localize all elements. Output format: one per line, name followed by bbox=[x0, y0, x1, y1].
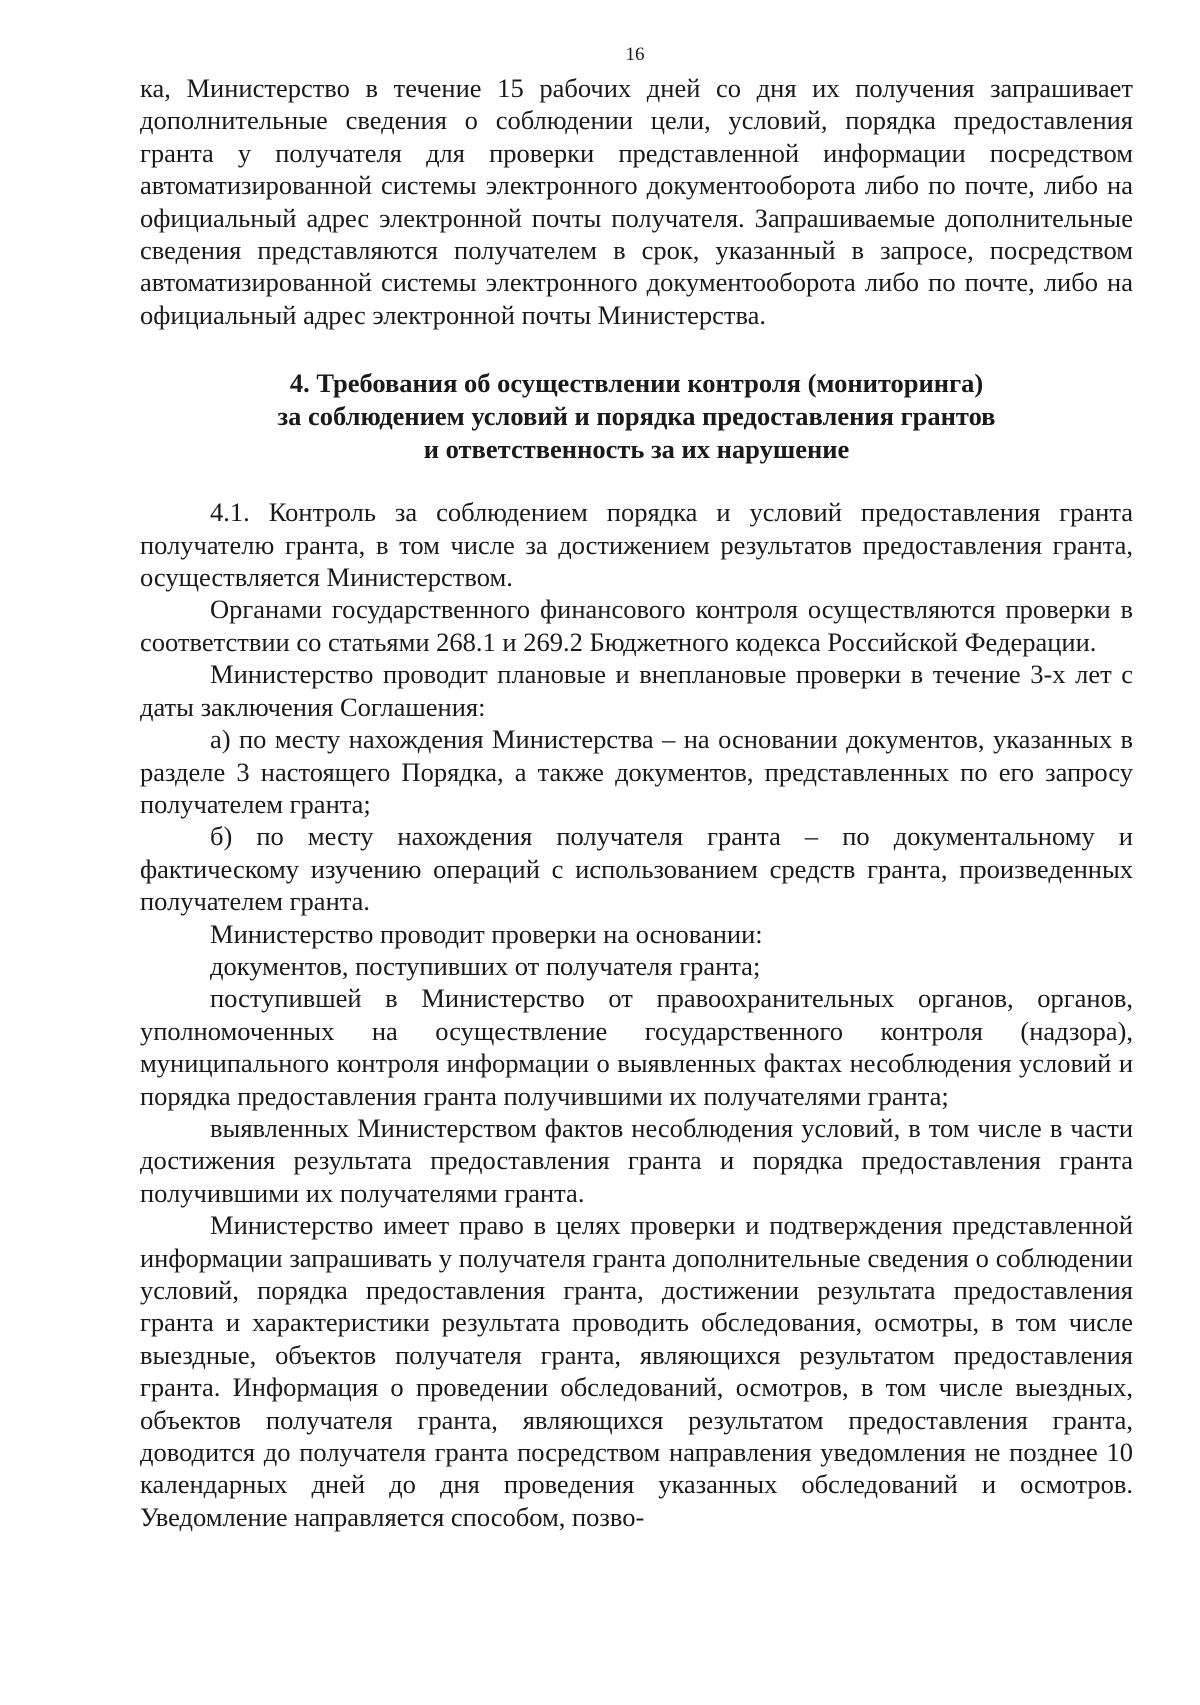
paragraph-ministry-rights: Министерство имеет право в целях проверки и подтверждения представленной информации запрашивать у получателя гранта дополнительные сведения о соблюдении условий, порядка предоставления гранта, достижении результата предоставления гранта и характеристики результата проводить обследования, осмотры, в том числе выездные, объектов получателя гранта, являющихся результатом предоставления гранта. Информация о проведении обследований, осмотров, в том числе выездных, объектов получателя гранта, являющихся результатом предоставления гранта, доводится до получателя гранта посредством направления уведомления не позднее 10 календарных дней до дня проведения указанных обследований и осмотров. Уведомление направляется способом, позво- bbox=[140, 1210, 1133, 1532]
basis-item-documents: документов, поступивших от получателя гранта; bbox=[210, 950, 761, 981]
list-item-b: б) по месту нахождения получателя гранта – по документальному и фактическому изучению операций с использованием средств гранта, произведенных получателем гранта. bbox=[140, 821, 1133, 917]
section-heading-line: и ответственность за их нарушение bbox=[423, 434, 850, 465]
intro-paragraph: ка, Министерство в течение 15 рабочих дней со дня их получения запрашивает дополнительные сведения о соблюдении цели, условий, порядка предоставления гранта у получателя для проверки представленной информации посредством автоматизированной системы электронного документооборота либо по почте, либо на официальный адрес электронной почты получателя. Запрашиваемые дополнительные сведения представляются получателем в срок, указанный в запросе, посредством автоматизированной системы электронного документооборота либо по почте, либо на официальный адрес электронной почты Министерства. bbox=[140, 73, 1133, 330]
section-heading bbox=[140, 367, 1133, 466]
section-heading-line: за соблюдением условий и порядка предоставления грантов bbox=[277, 401, 996, 432]
basis-item-violations: выявленных Министерством фактов несоблюдения условий, в том числе в части достижения результата предоставления гранта и порядка предоставления гранта получившими их получателями гранта. bbox=[140, 1112, 1133, 1208]
page-number: 16 bbox=[625, 44, 645, 65]
paragraph-financial-control: Органами государственного финансового контроля осуществляются проверки в соответствии со статьями 268.1 и 269.2 Бюджетного кодекса Российской Федерации. bbox=[140, 594, 1133, 657]
document-body bbox=[140, 72, 1133, 1533]
paragraph-inspection-basis: Министерство проводит проверки на основании: bbox=[210, 918, 763, 949]
paragraph-inspections: Министерство проводит плановые и внеплановые проверки в течение 3-х лет с даты заключения Соглашения: bbox=[140, 659, 1133, 722]
paragraph-4-1: 4.1. Контроль за соблюдением порядка и условий предоставления гранта получателю гранта, в том числе за достижением результатов предоставления гранта, осуществляется Министерством. bbox=[140, 497, 1133, 593]
section-heading-line: 4. Требования об осуществлении контроля (мониторинга) bbox=[289, 368, 984, 399]
basis-item-law-enforcement: поступившей в Министерство от правоохранительных органов, органов, уполномоченных на осуществление государственного контроля (надзора), муниципального контроля информации о выявленных фактах несоблюдения условий и порядка предоставления гранта получившими их получателями гранта; bbox=[140, 983, 1133, 1111]
list-item-a: а) по месту нахождения Министерства – на основании документов, указанных в разделе 3 настоящего Порядка, а также документов, представленных по его запросу получателем гранта; bbox=[140, 724, 1133, 819]
